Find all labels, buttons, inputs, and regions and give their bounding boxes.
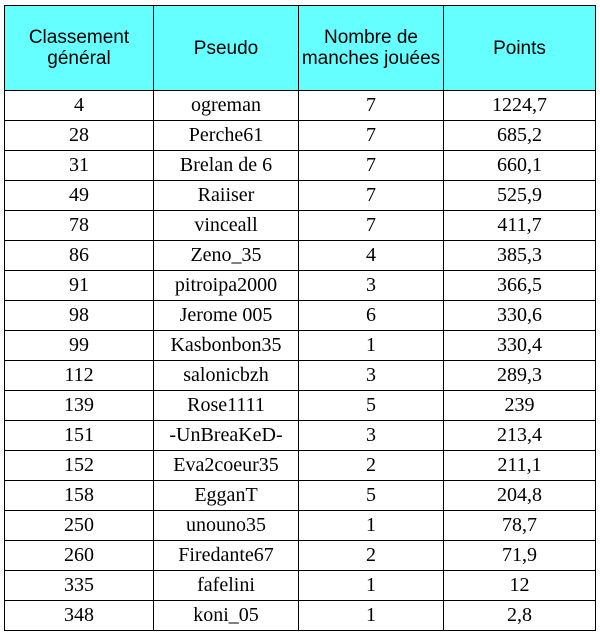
cell-rank: 31 <box>5 151 154 181</box>
cell-rank: 151 <box>5 421 154 451</box>
cell-points: 1224,7 <box>444 91 596 121</box>
cell-pseudo: EgganT <box>154 481 299 511</box>
cell-pseudo: Zeno_35 <box>154 241 299 271</box>
table-row <box>5 601 596 631</box>
ranking-table <box>4 5 596 631</box>
cell-rounds: 1 <box>299 601 444 631</box>
table-row <box>5 541 596 571</box>
cell-pseudo: ogreman <box>154 91 299 121</box>
table-row <box>5 241 596 271</box>
table-row <box>5 421 596 451</box>
cell-rank: 99 <box>5 331 154 361</box>
table-row <box>5 91 596 121</box>
cell-points: 2,8 <box>444 601 596 631</box>
cell-pseudo: fafelini <box>154 571 299 601</box>
cell-rank: 260 <box>5 541 154 571</box>
table-header <box>5 6 596 91</box>
table-row <box>5 331 596 361</box>
cell-rounds: 7 <box>299 121 444 151</box>
cell-points: 685,2 <box>444 121 596 151</box>
cell-rank: 112 <box>5 361 154 391</box>
cell-pseudo: Brelan de 6 <box>154 151 299 181</box>
cell-rank: 158 <box>5 481 154 511</box>
cell-rounds: 2 <box>299 541 444 571</box>
cell-pseudo: Raiiser <box>154 181 299 211</box>
cell-pseudo: Eva2coeur35 <box>154 451 299 481</box>
cell-rounds: 6 <box>299 301 444 331</box>
cell-rounds: 3 <box>299 361 444 391</box>
cell-rank: 86 <box>5 241 154 271</box>
table-row <box>5 271 596 301</box>
cell-pseudo: unouno35 <box>154 511 299 541</box>
cell-rounds: 4 <box>299 241 444 271</box>
table-row <box>5 481 596 511</box>
cell-points: 366,5 <box>444 271 596 301</box>
cell-pseudo: vinceall <box>154 211 299 241</box>
header-rank: Classement général <box>5 6 154 91</box>
header-pseudo: Pseudo <box>154 6 299 91</box>
cell-rounds: 1 <box>299 571 444 601</box>
cell-rank: 250 <box>5 511 154 541</box>
cell-rounds: 5 <box>299 391 444 421</box>
cell-pseudo: Kasbonbon35 <box>154 331 299 361</box>
cell-rank: 98 <box>5 301 154 331</box>
cell-rounds: 1 <box>299 511 444 541</box>
cell-rounds: 7 <box>299 91 444 121</box>
cell-points: 660,1 <box>444 151 596 181</box>
cell-rounds: 1 <box>299 331 444 361</box>
cell-points: 204,8 <box>444 481 596 511</box>
cell-points: 239 <box>444 391 596 421</box>
cell-rank: 49 <box>5 181 154 211</box>
cell-rounds: 7 <box>299 151 444 181</box>
cell-points: 330,6 <box>444 301 596 331</box>
cell-points: 211,1 <box>444 451 596 481</box>
cell-points: 78,7 <box>444 511 596 541</box>
cell-pseudo: Firedante67 <box>154 541 299 571</box>
table-row <box>5 511 596 541</box>
cell-pseudo: Perche61 <box>154 121 299 151</box>
table-row <box>5 181 596 211</box>
cell-rank: 335 <box>5 571 154 601</box>
cell-pseudo: Jerome 005 <box>154 301 299 331</box>
table-row <box>5 211 596 241</box>
cell-points: 12 <box>444 571 596 601</box>
cell-points: 71,9 <box>444 541 596 571</box>
cell-pseudo: -UnBreaKeD- <box>154 421 299 451</box>
cell-pseudo: pitroipa2000 <box>154 271 299 301</box>
cell-points: 411,7 <box>444 211 596 241</box>
cell-pseudo: koni_05 <box>154 601 299 631</box>
cell-rounds: 7 <box>299 181 444 211</box>
cell-rounds: 7 <box>299 211 444 241</box>
cell-rounds: 3 <box>299 421 444 451</box>
cell-pseudo: Rose1111 <box>154 391 299 421</box>
cell-rank: 348 <box>5 601 154 631</box>
table-row <box>5 301 596 331</box>
table-row <box>5 571 596 601</box>
cell-rank: 152 <box>5 451 154 481</box>
table-row <box>5 361 596 391</box>
cell-rank: 78 <box>5 211 154 241</box>
table-row <box>5 451 596 481</box>
table-row <box>5 151 596 181</box>
cell-rank: 139 <box>5 391 154 421</box>
cell-points: 385,3 <box>444 241 596 271</box>
cell-rank: 28 <box>5 121 154 151</box>
table-row <box>5 121 596 151</box>
header-points: Points <box>444 6 596 91</box>
cell-rank: 91 <box>5 271 154 301</box>
header-rounds: Nombre de manches jouées <box>299 6 444 91</box>
cell-rank: 4 <box>5 91 154 121</box>
cell-pseudo: salonicbzh <box>154 361 299 391</box>
cell-points: 213,4 <box>444 421 596 451</box>
cell-rounds: 2 <box>299 451 444 481</box>
cell-points: 525,9 <box>444 181 596 211</box>
cell-rounds: 5 <box>299 481 444 511</box>
table-body <box>5 91 596 631</box>
cell-points: 289,3 <box>444 361 596 391</box>
cell-points: 330,4 <box>444 331 596 361</box>
header-row <box>5 6 596 91</box>
cell-rounds: 3 <box>299 271 444 301</box>
table-row <box>5 391 596 421</box>
